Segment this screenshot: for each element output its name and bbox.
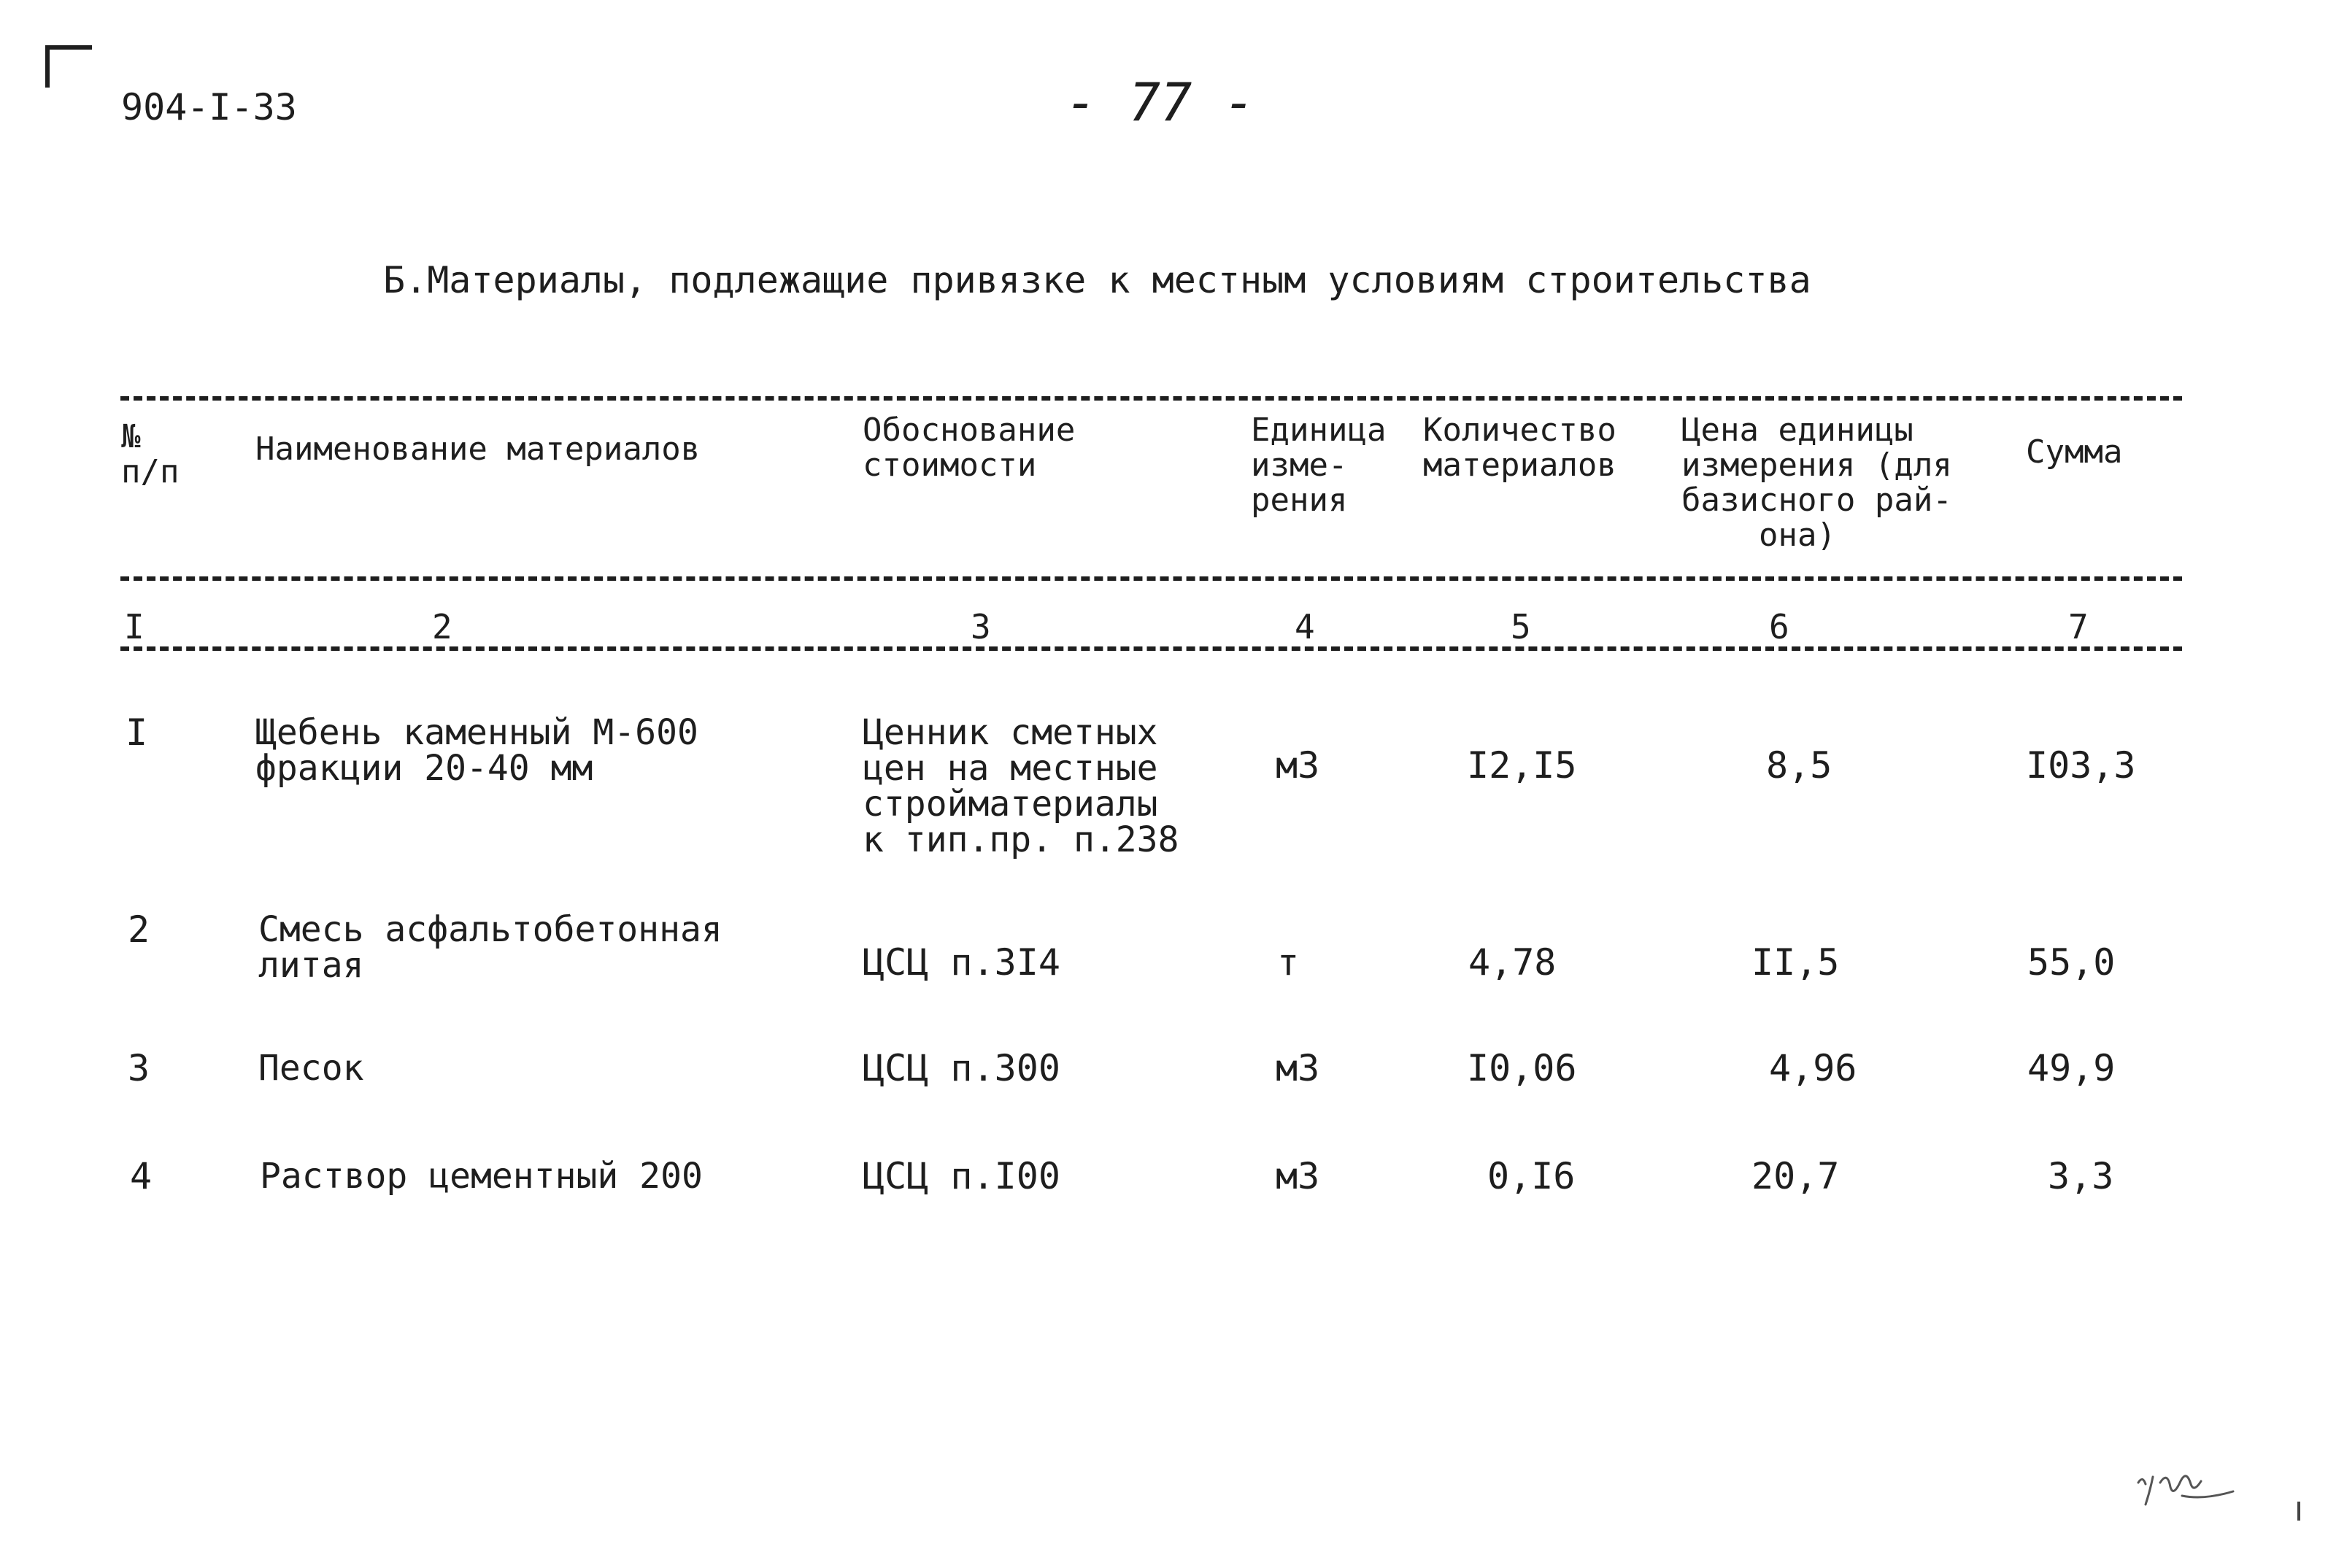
margin-tick-mark: [2297, 1502, 2300, 1521]
row-2-number: 2: [128, 908, 150, 951]
header-unit-price: Цена единицы измерения (для базисного рай- она): [1681, 412, 1952, 554]
row-4-sum: 3,3: [2048, 1155, 2114, 1197]
column-number-7: 7: [2068, 607, 2089, 646]
row-1-unit-price: 8,5: [1766, 744, 1832, 787]
column-number-5: 5: [1511, 607, 1531, 646]
header-material-name: Наименование материалов: [255, 430, 701, 468]
page-number: - 77 -: [1065, 72, 1256, 133]
column-number-6: 6: [1769, 607, 1789, 646]
row-1-material-name: Щебень каменный М-600 фракции 20-40 мм: [255, 712, 698, 789]
row-2-material-name: Смесь асфальтобетонная литая: [258, 909, 722, 986]
header-unit: Единица изме- рения: [1251, 412, 1387, 519]
handwritten-signature: [2131, 1461, 2255, 1512]
row-2-unit-price: II,5: [1751, 941, 1840, 984]
row-3-cost-basis: ЦСЦ п.300: [863, 1047, 1060, 1089]
row-2-unit: т: [1277, 941, 1300, 984]
row-3-material-name: Песок: [258, 1048, 364, 1089]
corner-mark: [45, 45, 92, 88]
row-1-cost-basis: Ценник сметных цен на местные стройматериалы к тип.пр. п.238: [863, 712, 1179, 860]
header-cost-basis: Обоснование стоимости: [863, 412, 1076, 484]
row-2-sum: 55,0: [2027, 941, 2116, 984]
document-code: 904-I-33: [121, 86, 297, 128]
row-3-number: 3: [128, 1047, 150, 1089]
row-1-sum: I03,3: [2026, 744, 2136, 787]
column-number-4: 4: [1295, 607, 1315, 646]
row-1-unit: м3: [1276, 744, 1320, 787]
column-number-2: 2: [432, 607, 452, 646]
header-row-number: № п/п: [121, 418, 180, 490]
row-4-material-name: Раствор цементный 200: [260, 1156, 703, 1197]
row-2-quantity: 4,78: [1468, 941, 1557, 984]
table-top-rule: [120, 396, 2182, 401]
column-numbers-rule: [120, 646, 2182, 651]
row-4-cost-basis: ЦСЦ п.I00: [863, 1155, 1060, 1197]
row-3-unit: м3: [1276, 1047, 1320, 1089]
row-3-unit-price: 4,96: [1769, 1047, 1857, 1089]
column-number-1: I: [124, 607, 144, 646]
header-sum: Сумма: [2026, 433, 2123, 471]
row-4-number: 4: [130, 1155, 153, 1197]
row-3-quantity: I0,06: [1467, 1047, 1577, 1089]
row-1-quantity: I2,I5: [1467, 744, 1577, 787]
row-3-sum: 49,9: [2027, 1047, 2116, 1089]
row-4-quantity: 0,I6: [1487, 1155, 1576, 1197]
row-1-number: I: [126, 711, 148, 754]
header-bottom-rule: [120, 576, 2182, 581]
row-4-unit-price: 20,7: [1751, 1155, 1840, 1197]
header-quantity: Количество материалов: [1423, 412, 1616, 484]
column-number-3: 3: [971, 607, 991, 646]
section-title: Б.Материалы, подлежащие привязке к местным условиям строительства: [383, 259, 1811, 301]
row-4-unit: м3: [1276, 1155, 1320, 1197]
row-2-cost-basis: ЦСЦ п.3I4: [863, 941, 1060, 984]
